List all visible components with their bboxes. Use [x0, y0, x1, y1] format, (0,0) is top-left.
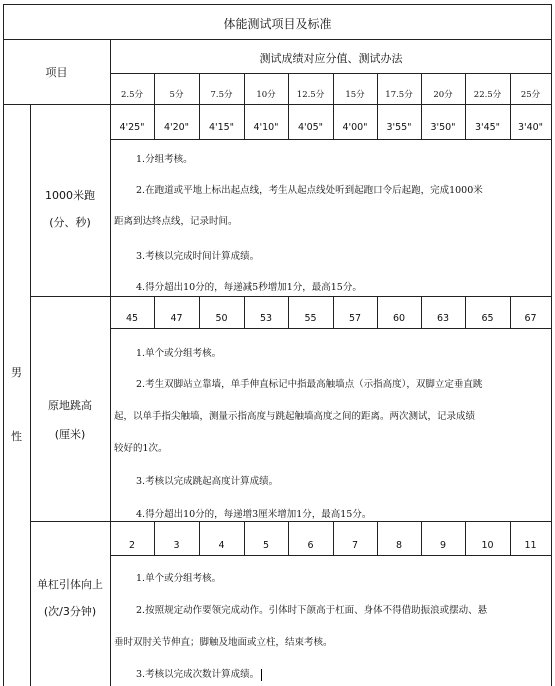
- table-title: 体能测试项目及标准: [223, 17, 332, 31]
- jump-value: 50: [215, 313, 228, 324]
- rule-line: 垂时双肘关节伸直；脚触及地面或立柱，结束考核。: [114, 637, 333, 648]
- score-header: 2.5分: [120, 90, 144, 100]
- gender-label-1: 男: [11, 366, 22, 379]
- pullup-value: 11: [524, 540, 537, 551]
- run-value: 4'15": [208, 122, 235, 133]
- score-header: 5分: [169, 90, 184, 100]
- run-value: 4'10": [253, 122, 279, 133]
- score-header: 20分: [433, 90, 453, 100]
- jump-values-bottom: [110, 328, 552, 329]
- jump-value: 57: [348, 313, 362, 324]
- rule-line: 距离到达终点线，记录时间。: [114, 216, 238, 227]
- rule-line: 1.分组考核。: [136, 154, 193, 165]
- score-header: 15分: [345, 90, 365, 100]
- rule-line: 1.单个或分组考核。: [136, 348, 222, 359]
- score-header: 12.5分: [296, 90, 325, 100]
- section-name: 原地跳高: [48, 399, 92, 412]
- run-values-bottom: [110, 139, 552, 140]
- pullup-value: 4: [218, 540, 225, 551]
- rule-line: 2.考生双脚站立靠墙，单手伸直标记中指最高触墙点（示指高度），双脚立定垂直跳: [136, 379, 483, 390]
- run-value: 3'45": [474, 122, 501, 133]
- jump-value: 63: [436, 313, 450, 324]
- section-name: 1000米跑: [45, 189, 95, 202]
- rule-line: 1.单个或分组考核。: [136, 573, 222, 584]
- jump-value: 67: [524, 313, 537, 324]
- rule-line: 起，以单手指尖触墙，测量示指高度与跳起触墙高度之间的距离。两次测试，记录成绩: [114, 411, 476, 422]
- rule-line: 3.考核以完成时间计算成绩。: [136, 251, 260, 262]
- pullup-value: 6: [307, 540, 314, 551]
- score-header: 10分: [256, 90, 276, 100]
- jump-value: 47: [170, 313, 183, 324]
- score-header: 25分: [520, 90, 541, 100]
- rule-line: 较好的1次。: [114, 443, 168, 454]
- rule-line-last: [136, 668, 262, 682]
- run-value: 4'25": [119, 122, 145, 133]
- rule-line: 2.按照规定动作要领完成动作。引体时下颌高于杠面、身体不得借助振浪或摆动、悬: [136, 605, 488, 616]
- title-divider: [3, 39, 552, 40]
- pullup-value: 7: [351, 540, 359, 551]
- run-value: 3'55": [386, 122, 412, 133]
- pullup-value: 9: [439, 540, 447, 551]
- jump-value: 45: [125, 313, 139, 324]
- header-bottom: [3, 104, 552, 105]
- jump-value: 53: [259, 313, 273, 324]
- section-unit: (分、秒): [49, 216, 91, 229]
- pullup-value: 5: [262, 540, 270, 551]
- pullup-values-bottom: [110, 555, 552, 556]
- section-unit: (厘米): [54, 428, 86, 441]
- jump-value: 60: [392, 313, 406, 324]
- table-border-left: [3, 4, 4, 686]
- run-value: 4'20": [163, 122, 190, 133]
- run-value: 4'00": [342, 122, 368, 133]
- rule-line-text: 3.考核以完成次数计算成绩。: [136, 669, 260, 680]
- pullup-value: 10: [481, 540, 494, 551]
- rule-line: 2.在跑道或平地上标出起点线，考生从起点线处听到起跑口令后起跑，完成1000米: [136, 185, 483, 196]
- text-cursor: [261, 669, 262, 681]
- table-border-right: [551, 4, 552, 686]
- score-header: 17.5分: [385, 90, 413, 100]
- pullup-value: 3: [173, 540, 180, 551]
- gender-label-2: 性: [11, 430, 22, 443]
- item-column-header: 项目: [45, 66, 68, 79]
- rule-line: 3.考核以完成跳起高度计算成绩。: [136, 476, 279, 487]
- run-value: 4'05": [297, 122, 324, 133]
- pullup-value: 2: [128, 540, 136, 551]
- jump-value: 55: [304, 313, 317, 324]
- pullup-value: 8: [395, 540, 403, 551]
- run-value: 3'40": [517, 122, 544, 133]
- table-border-top: [3, 4, 552, 5]
- run-value: 3'50": [430, 122, 456, 133]
- section-divider-1: [30, 296, 552, 297]
- rule-line: 4.得分超出10分的，每递减5秒增加1分，最高15分。: [136, 282, 362, 293]
- score-header-divider: [110, 73, 552, 74]
- item-column-divider: [110, 39, 111, 686]
- score-header: 22.5分: [473, 90, 502, 100]
- score-header: 7.5分: [210, 90, 233, 100]
- section-name: 单杠引体向上: [37, 578, 103, 591]
- jump-value: 65: [481, 313, 494, 324]
- rule-line: 4.得分超出10分的，每递增3厘米增加1分，最高15分。: [136, 509, 372, 520]
- score-method-header: 测试成绩对应分值、测试办法: [259, 52, 403, 65]
- section-unit: (次/3分钟): [43, 605, 97, 618]
